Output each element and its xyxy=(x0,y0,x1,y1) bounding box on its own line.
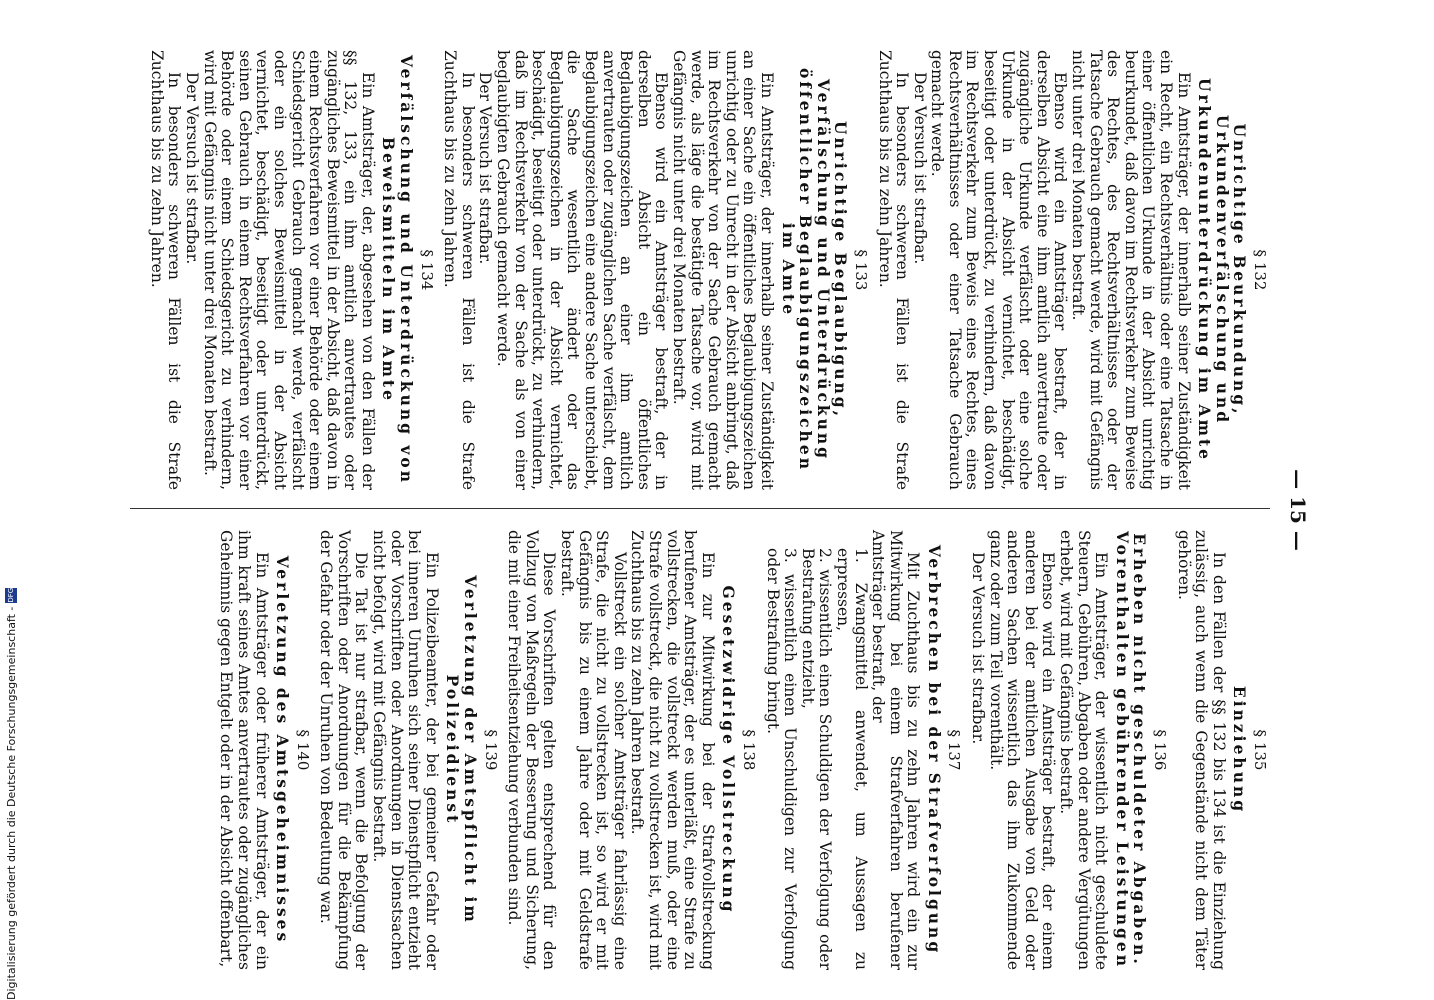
paragraph: In besonders schweren Fällen ist die Strafe Zuchthaus bis zu zehn Jahren. xyxy=(441,50,477,490)
section-title: Unrichtige Beurkundung, Urkundenverfälschung und Urkundenunterdrückung im Amte xyxy=(1195,77,1250,462)
section-title: Erheben nicht geschuldeter Abgaben. Vorenthalten gebührender Leistungen xyxy=(1112,531,1150,969)
section-135 xyxy=(1174,530,1268,970)
page-number: — 15 — xyxy=(1286,469,1310,551)
paragraph: Ebenso wird ein Amtsträger bestraft, der in derselben Absicht eine ihm amtlich anvertraute oder zugängliche Urkunde verfälscht oder eine solche Urkunde in der Absicht vernichtet, beschädigt, beseitigt oder unterdrückt, zu verhindern, daß davon im Rechtsverkehr zum Beweis eines Rechtes, eines Rechtsverhältnisses oder einer Tatsache Gebrauch gemacht werde. xyxy=(928,50,1070,490)
section-number: § 132 xyxy=(1251,249,1269,291)
section-number: § 138 xyxy=(739,729,758,771)
paragraph: Ebenso wird ein Amtsträger bestraft, der in derselben Absicht ein öffentliches Beglaubigungszeichen an einer ihm amtlich anvertrauten oder zugänglichen Sache verfälscht, dem Beglaubigungszeichen eine andere Sache unterschiebt, die Sache wesentlich ändert oder das Beglaubigungszeichen in der Absicht vernichtet, beschädigt, beseitigt oder unterdrückt, zu verhindern, daß im Rechtsverkehr von der Sache als von einer beglaubigten Gebrauch gemacht werde. xyxy=(494,50,671,490)
section-title: Verfälschung und Unterdrückung von Beweismitteln im Amte xyxy=(379,54,417,486)
paragraph: Der Versuch ist strafbar. xyxy=(182,72,201,265)
paragraph: Vollstreckt ein solcher Amtsträger fahrlässig eine Strafe, die nicht zu vollstrecken ist, so wird er mit Gefängnis bis zu einem Jahre oder mit Geldstrafe bestraft. xyxy=(558,530,629,970)
paragraph: Der Versuch ist strafbar. xyxy=(476,72,495,265)
section-140 xyxy=(217,530,311,970)
section-number: § 133 xyxy=(851,249,870,291)
dfg-logo-icon: DFG xyxy=(7,587,15,603)
section-133 xyxy=(441,50,869,490)
section-136 xyxy=(969,530,1169,970)
paragraph: Ein Polizeibeamter, der bei gemeiner Gefahr oder bei inneren Unruhen sich seiner Dienstpflicht entzieht oder Vorschriften oder Anordnungen in Dienstsachen nicht befolgt, wird mit Gefängnis bestraft. xyxy=(370,530,441,970)
left-column xyxy=(141,50,1274,490)
paragraph: Mit Zuchthaus bis zu zehn Jahren wird ein zur Mitwirkung bei einem Strafverfahren berufener Amtsträger bestraft, der xyxy=(869,530,923,970)
paragraph: Ein zur Mitwirkung bei der Strafvollstreckung berufener Amtsträger, der es unterläßt, eine Strafe zu vollstrecken, die vollstreckt werden muß, oder eine Strafe vollstreckt, die nicht zu vollstrecken ist, wird mit Zuchthaus bis zu zehn Jahren bestraft. xyxy=(628,530,717,970)
paragraph: Diese Vorschriften gelten entsprechend für den Vollzug von Maßregeln der Besserung und Sicherung, die mit einer Freiheitsentziehung verbunden sind. xyxy=(505,530,559,970)
paragraph: Der Versuch ist strafbar. xyxy=(910,72,929,265)
section-138 xyxy=(505,530,757,970)
paragraph: Ebenso wird ein Amtsträger bestraft, der einem anderen bei der amtlichen Ausgabe von Geld oder anderen Sachen wissentlich das ihm Zukommende ganz oder zum Teil vorenthält. xyxy=(986,530,1058,970)
section-number: § 140 xyxy=(293,729,312,771)
paragraph: Ein Amtsträger, der innerhalb seiner Zuständigkeit ein Recht, ein Rechtsverhältnis oder eine Tatsache in einer öffentlichen Urkunde in der Absicht unrichtig beurkundet, daß davon im Rechtsverkehr zum Beweise des Rechtes, des Rechtsverhältnisses oder der Tatsache Gebrauch gemacht werde, wird mit Gefängnis nicht unter drei Monaten bestraft. xyxy=(1069,50,1193,490)
digitization-footer xyxy=(2,587,20,1000)
list-item: 1. Zwangsmittel anwendet, um Aussagen zu erpressen, xyxy=(833,548,870,970)
section-number: § 136 xyxy=(1151,729,1170,771)
rotated-page xyxy=(130,30,1310,990)
section-title: Unrichtige Beglaubigung, Verfälschung und Unterdrückung öffentlicher Beglaubigungszeichen im Amte xyxy=(778,68,851,472)
column-divider xyxy=(130,508,1270,509)
list-item: 3. wissentlich einen Unschuldigen zur Verfolgung oder Bestrafung bringt. xyxy=(763,548,800,970)
paragraph: Ein Amtsträger oder früherer Amtsträger, der ein ihm kraft seines Amtes anvertrautes oder zugängliches Geheimnis gegen Entgelt oder in der Absicht offenbart, xyxy=(217,530,271,970)
section-title: Verletzung des Amtsgeheimnisses xyxy=(273,555,293,945)
paragraph: In besonders schweren Fällen ist die Strafe Zuchthaus bis zu zehn Jahren. xyxy=(875,50,912,490)
numbered-list xyxy=(763,548,869,970)
section-number: § 137 xyxy=(945,729,964,771)
section-title: Gesetzwidrige Vollstreckung xyxy=(719,585,739,915)
section-number: § 135 xyxy=(1251,729,1269,771)
section-132 xyxy=(875,50,1268,490)
paragraph: Ein Amtsträger, der innerhalb seiner Zuständigkeit an einer Sache ein öffentliches Beglaubigungszeichen unrichtig oder zu Unrecht in der Absicht anbringt, daß im Rechtsverkehr von der Sache Gebrauch gemacht werde, als läge die bestätigte Tatsache vor, wird mit Gefängnis nicht unter drei Monaten bestraft. xyxy=(670,50,776,490)
paragraph: Ein Amtsträger, der, abgesehen von den Fällen der §§ 132, 133, ein ihm amtlich anvertrautes oder zugängliches Beweismittel in der Absicht, daß davon in einem Rechtsverfahren vor einer Behörde oder einem Schiedsgericht Gebrauch gemacht werde, verfälscht oder ein solches Beweismittel in der Absicht vernichtet, beschädigt, beseitigt oder unterdrückt, seinen Gebrauch in einem Rechtsverfahren vor einer Behörde oder einem Schiedsgericht zu verhindern, wird mit Gefängnis nicht unter drei Monaten bestraft. xyxy=(200,50,377,490)
list-item: 2. wissentlich einen Schuldigen der Verfolgung oder Bestrafung entzieht, xyxy=(798,548,835,970)
section-number: § 134 xyxy=(417,249,436,291)
section-137 xyxy=(763,530,963,970)
section-134 xyxy=(147,50,435,490)
paragraph: In den Fällen der §§ 132 bis 134 ist die Einziehung zulässig, auch wenn die Gegenstände nicht dem Täter gehören. xyxy=(1174,530,1228,970)
section-title: Verbrechen bei der Strafverfolgung xyxy=(924,544,944,956)
section-139 xyxy=(317,530,499,970)
section-title: Verletzung der Amtspflicht im Polizeidienst xyxy=(443,575,481,925)
paragraph: Ein Amtsträger, der wissentlich nicht geschuldete Steuern, Gebühren, Abgaben oder andere Vergütungen erhebt, wird mit Gefängnis bestraft. xyxy=(1057,530,1111,970)
right-column xyxy=(211,530,1274,970)
paragraph: Die Tat ist nur strafbar, wenn die Befolgung der Vorschriften oder Anordnungen für die Bekämpfung der Gefahr oder der Unruhen von Bedeutung war. xyxy=(317,530,371,970)
footer-text: Digitalisierung gefördert durch die Deutsche Forschungsgemeinschaft - xyxy=(4,606,18,1000)
section-number: § 139 xyxy=(481,729,500,771)
paragraph: In besonders schweren Fällen ist die Strafe Zuchthaus bis zu zehn Jahren. xyxy=(147,50,184,490)
paragraph: Der Versuch ist strafbar. xyxy=(969,552,988,745)
section-title: Einziehung xyxy=(1230,685,1250,815)
